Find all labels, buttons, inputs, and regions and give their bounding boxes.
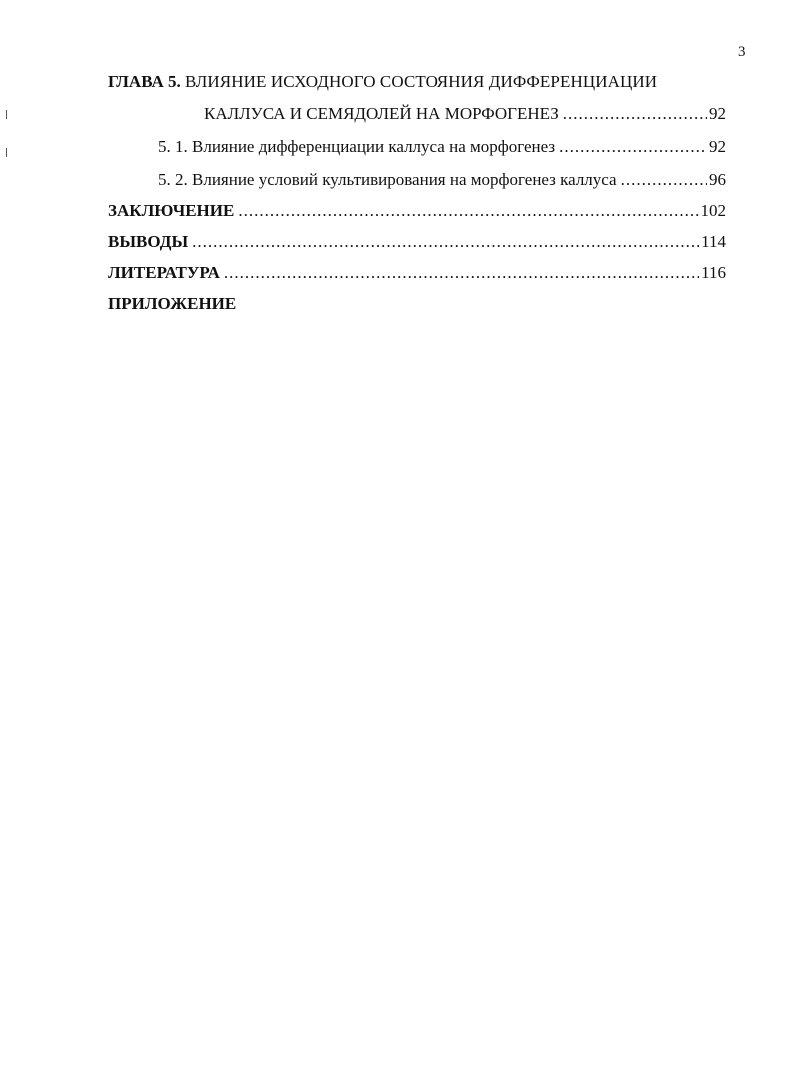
- toc-findings: [108, 232, 726, 252]
- toc-leader-dots: [192, 232, 699, 252]
- toc-literature: [108, 263, 726, 283]
- toc-section5-2: [158, 170, 726, 190]
- toc-appendix-title: ПРИЛОЖЕНИЕ: [108, 294, 237, 313]
- toc-findings-title: ВЫВОДЫ: [108, 232, 189, 251]
- toc-conclusion-title: ЗАКЛЮЧЕНИЕ: [108, 201, 235, 220]
- toc-section5-2-page: 96: [709, 170, 726, 189]
- toc-appendix: [108, 294, 726, 314]
- toc-section5-1-page: 92: [709, 137, 726, 156]
- toc-chapter5-label: ГЛАВА 5.: [108, 72, 181, 91]
- toc-chapter5-page: 92: [709, 104, 726, 123]
- margin-mark: [6, 110, 7, 119]
- toc-chapter5-title-line1: ВЛИЯНИЕ ИСХОДНОГО СОСТОЯНИЯ ДИФФЕРЕНЦИАЦИИ: [185, 72, 658, 91]
- toc-literature-title: ЛИТЕРАТУРА: [108, 263, 220, 282]
- toc-leader-dots: [224, 263, 699, 283]
- margin-mark: [6, 148, 7, 157]
- toc-leader-dots: [238, 201, 698, 221]
- toc-leader-dots: [621, 170, 707, 190]
- toc-chapter5-line2: [204, 104, 726, 124]
- toc-section5-2-title: 5. 2. Влияние условий культивирования на морфогенез каллуса: [158, 170, 617, 189]
- toc-leader-dots: [563, 104, 707, 124]
- toc-chapter5-line1: [108, 72, 726, 92]
- toc-section5-1: [158, 137, 726, 157]
- toc-conclusion-page: 102: [700, 201, 726, 220]
- toc-leader-dots: [559, 137, 707, 157]
- toc-findings-page: 114: [701, 232, 726, 251]
- toc-conclusion: [108, 201, 726, 221]
- toc-literature-page: 116: [701, 263, 726, 282]
- toc-chapter5-title-line2: КАЛЛУСА И СЕМЯДОЛЕЙ НА МОРФОГЕНЕЗ: [204, 104, 559, 123]
- page-number: 3: [738, 44, 746, 60]
- toc-section5-1-title: 5. 1. Влияние дифференциации каллуса на морфогенез: [158, 137, 556, 156]
